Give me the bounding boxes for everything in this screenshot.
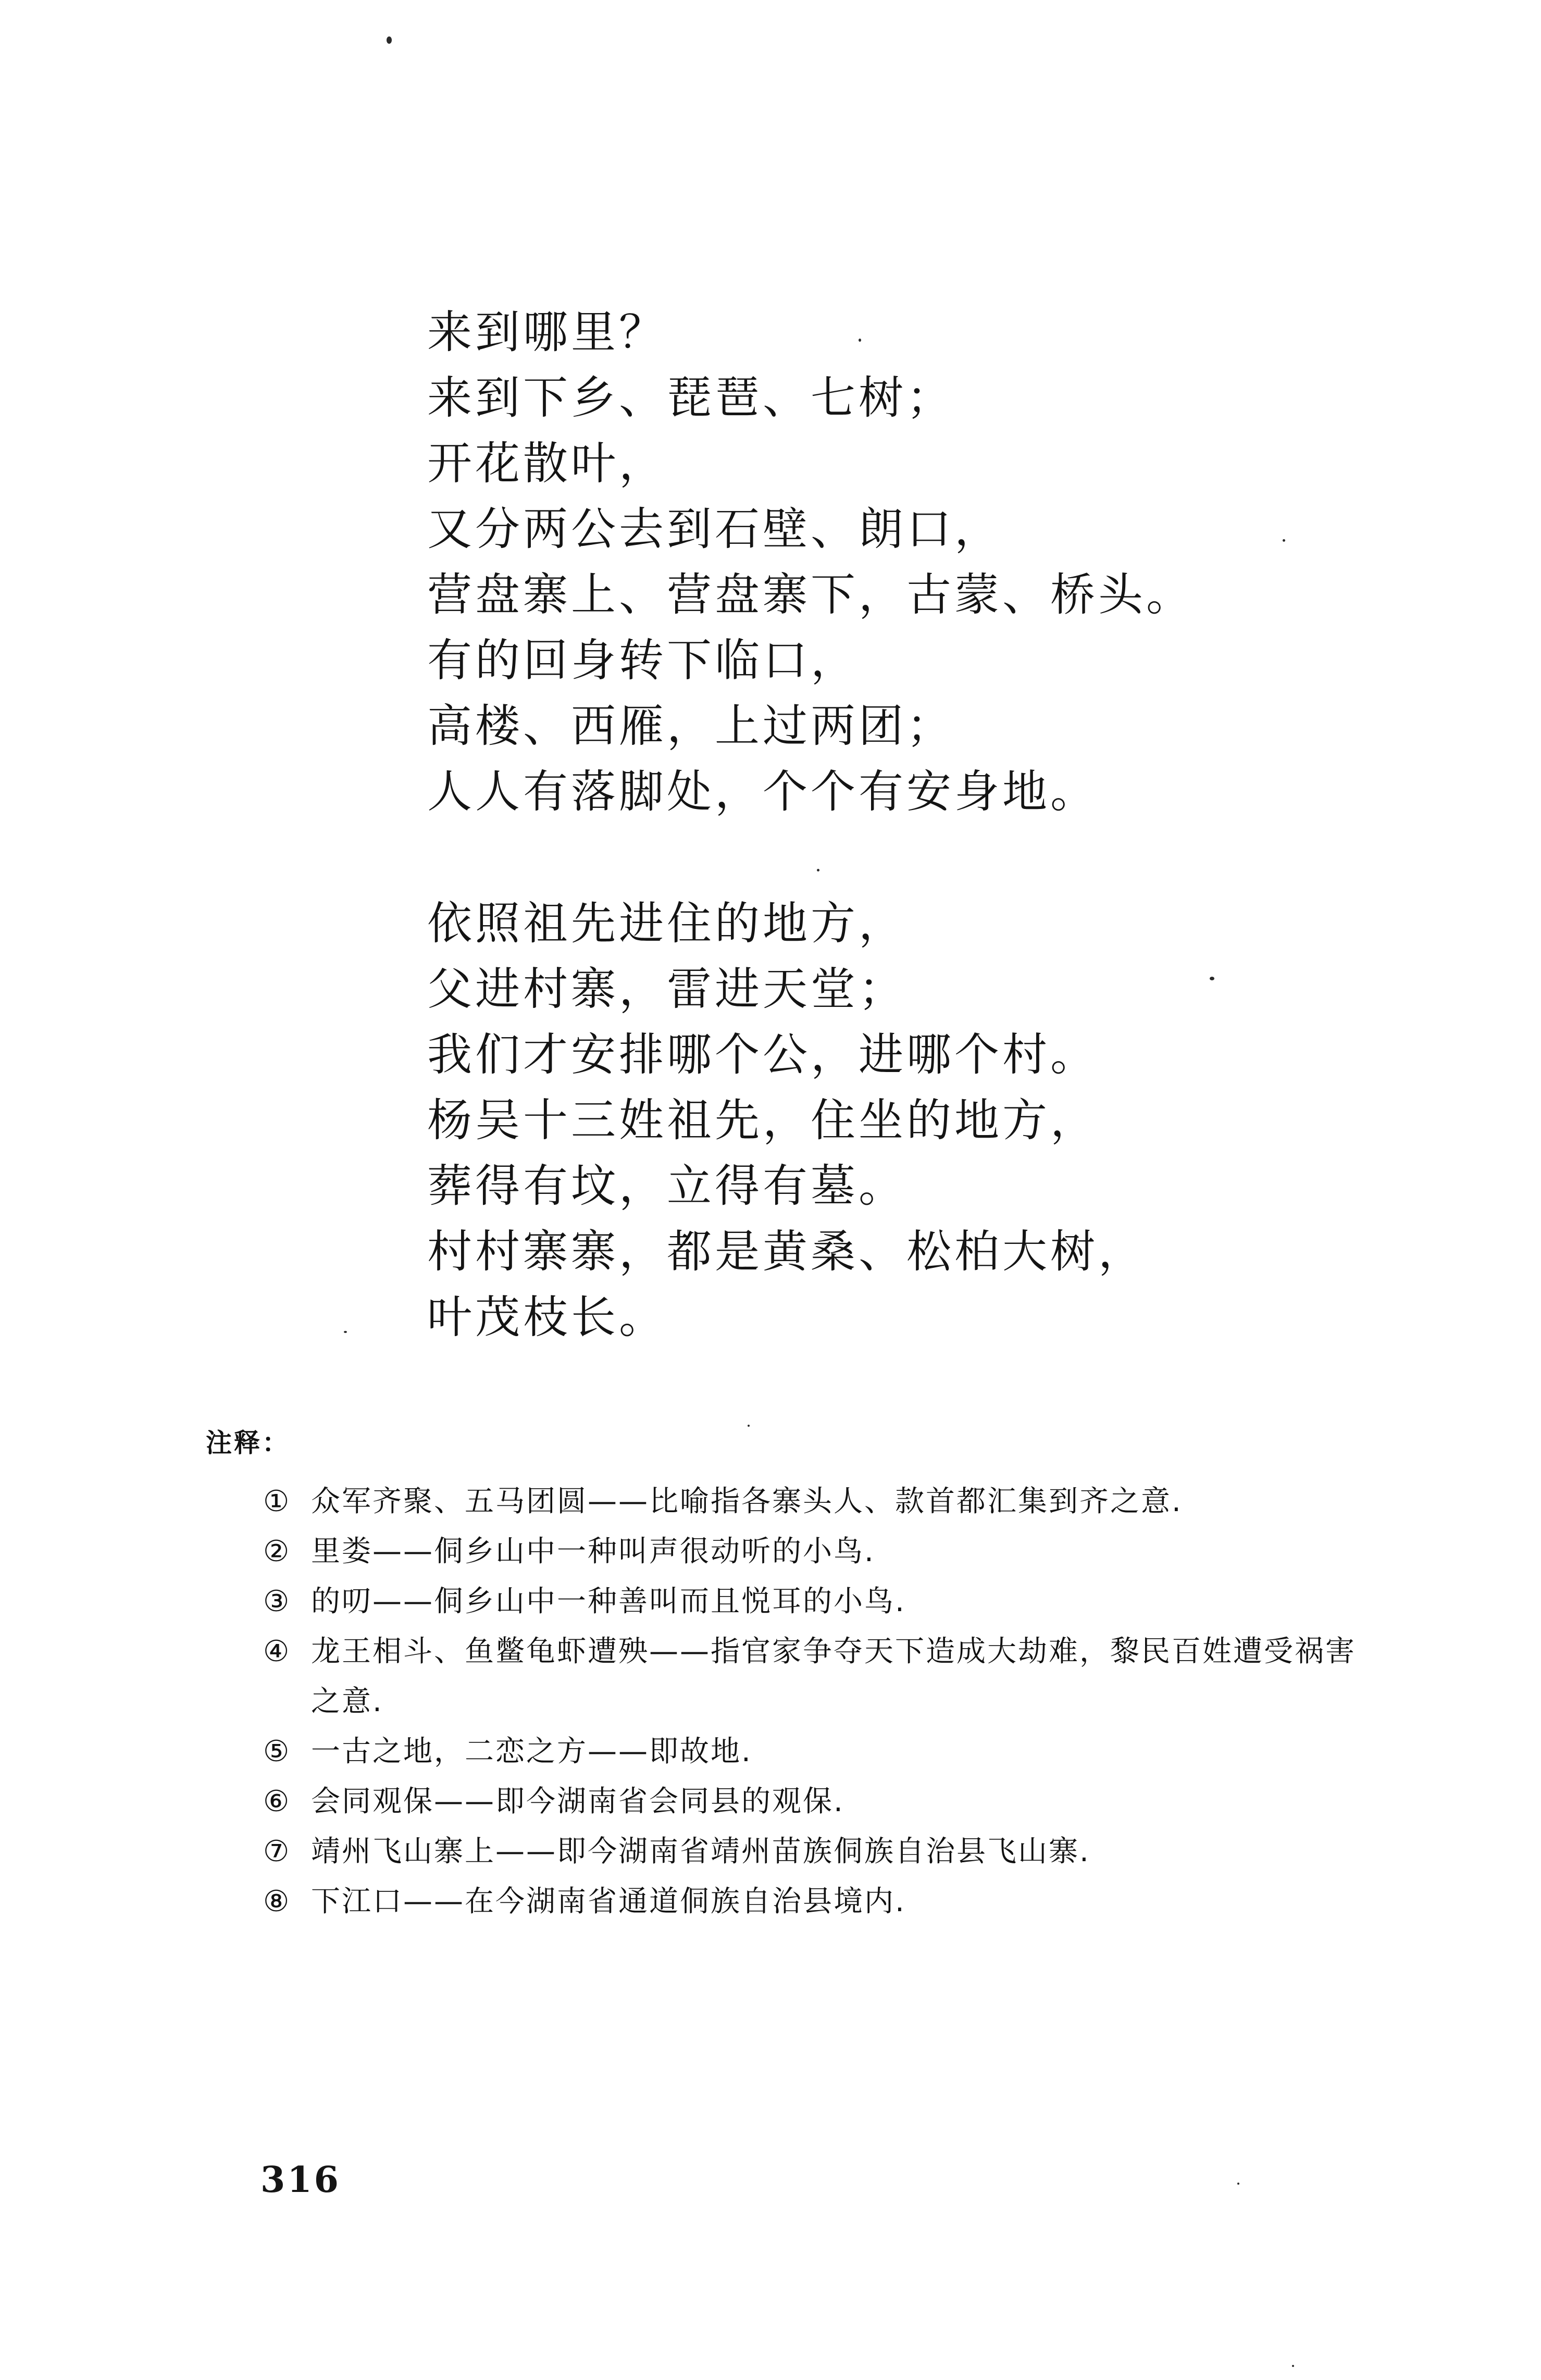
poem-line: 营盘寨上、营盘寨下，古蒙、桥头。: [427, 569, 1194, 621]
annotation-text: 一古之地，二恋之方——即故地.: [311, 1735, 752, 1768]
annotation-text: 靖州飞山寨上——即今湖南省靖州苗族侗族自治县飞山寨.: [311, 1835, 1090, 1868]
annotation-text: 龙王相斗、鱼鳖龟虾遭殃——指官家争夺天下造成大劫难，黎民百姓遭受祸害之意.: [311, 1635, 1356, 1718]
scan-speck: [859, 339, 861, 342]
poem-line: 高楼、西雁，上过两团；: [427, 700, 954, 752]
annotations-heading: 注释：: [206, 1428, 290, 1458]
annotation-item: [263, 1577, 1383, 1627]
annotation-item: [263, 1527, 1383, 1577]
scan-speck: [1292, 2365, 1294, 2367]
annotation-marker: ④: [263, 1635, 291, 1668]
annotation-text: 下江口——在今湖南省通道侗族自治县境内.: [311, 1885, 906, 1918]
annotation-item: [263, 1777, 1383, 1827]
annotation-marker: ⑧: [263, 1885, 291, 1918]
poem-line: 依照祖先进住的地方，: [427, 898, 906, 950]
poem-stanza-2: [427, 891, 1146, 1350]
annotation-item: [263, 1727, 1383, 1777]
scan-speck: [344, 1331, 347, 1333]
annotation-text: 的叨——侗乡山中一种善叫而且悦耳的小鸟.: [311, 1585, 906, 1618]
poem-line: 杨吴十三姓祖先，住坐的地方，: [427, 1094, 1098, 1147]
scan-speck: [748, 1425, 750, 1427]
annotation-item: [263, 1627, 1383, 1727]
poem-line: 我们才安排哪个公，进哪个村。: [427, 1029, 1098, 1081]
poem-line: 有的回身转下临口，: [427, 634, 859, 687]
annotation-text: 里娄——侗乡山中一种叫声很动听的小鸟.: [311, 1535, 875, 1568]
poem-line: 葬得有坟，立得有墓。: [427, 1160, 906, 1212]
annotation-text: 会同观保——即今湖南省会同县的观保.: [311, 1785, 844, 1818]
annotation-marker: ③: [263, 1585, 291, 1618]
poem-line: 村村寨寨，都是黄桑、松柏大树，: [427, 1226, 1146, 1278]
scan-speck: [387, 36, 392, 44]
annotation-marker: ⑤: [263, 1735, 291, 1768]
poem-line: 开花散叶，: [427, 438, 667, 490]
annotation-marker: ①: [263, 1485, 291, 1518]
poem-line: 来到哪里？: [427, 306, 667, 358]
poem-line: 来到下乡、琵琶、七树；: [427, 372, 954, 424]
annotation-item: [263, 1477, 1383, 1527]
scan-speck: [1210, 977, 1214, 980]
poem-line: 人人有落脚处，个个有安身地。: [427, 766, 1098, 818]
annotation-item: [263, 1877, 1383, 1927]
annotation-list: [206, 1477, 1383, 1927]
scan-speck: [817, 869, 819, 871]
poem-line: 又分两公去到石壁、朗口，: [427, 503, 1002, 555]
poem-line: 父进村寨，雷进天堂；: [427, 963, 906, 1015]
scan-speck: [1283, 539, 1285, 542]
scan-speck: [1237, 2183, 1239, 2185]
poem-stanza-1: [427, 300, 1194, 825]
page-number: 316: [260, 2159, 341, 2201]
annotations-section: [206, 1425, 1383, 1927]
poem-line: 叶茂枝长。: [427, 1291, 667, 1343]
annotation-item: [263, 1827, 1383, 1877]
annotation-marker: ②: [263, 1535, 291, 1568]
annotation-marker: ⑥: [263, 1785, 291, 1818]
annotation-text: 众军齐聚、五马团圆——比喻指各寨头人、款首都汇集到齐之意.: [311, 1485, 1183, 1518]
annotation-marker: ⑦: [263, 1835, 291, 1868]
